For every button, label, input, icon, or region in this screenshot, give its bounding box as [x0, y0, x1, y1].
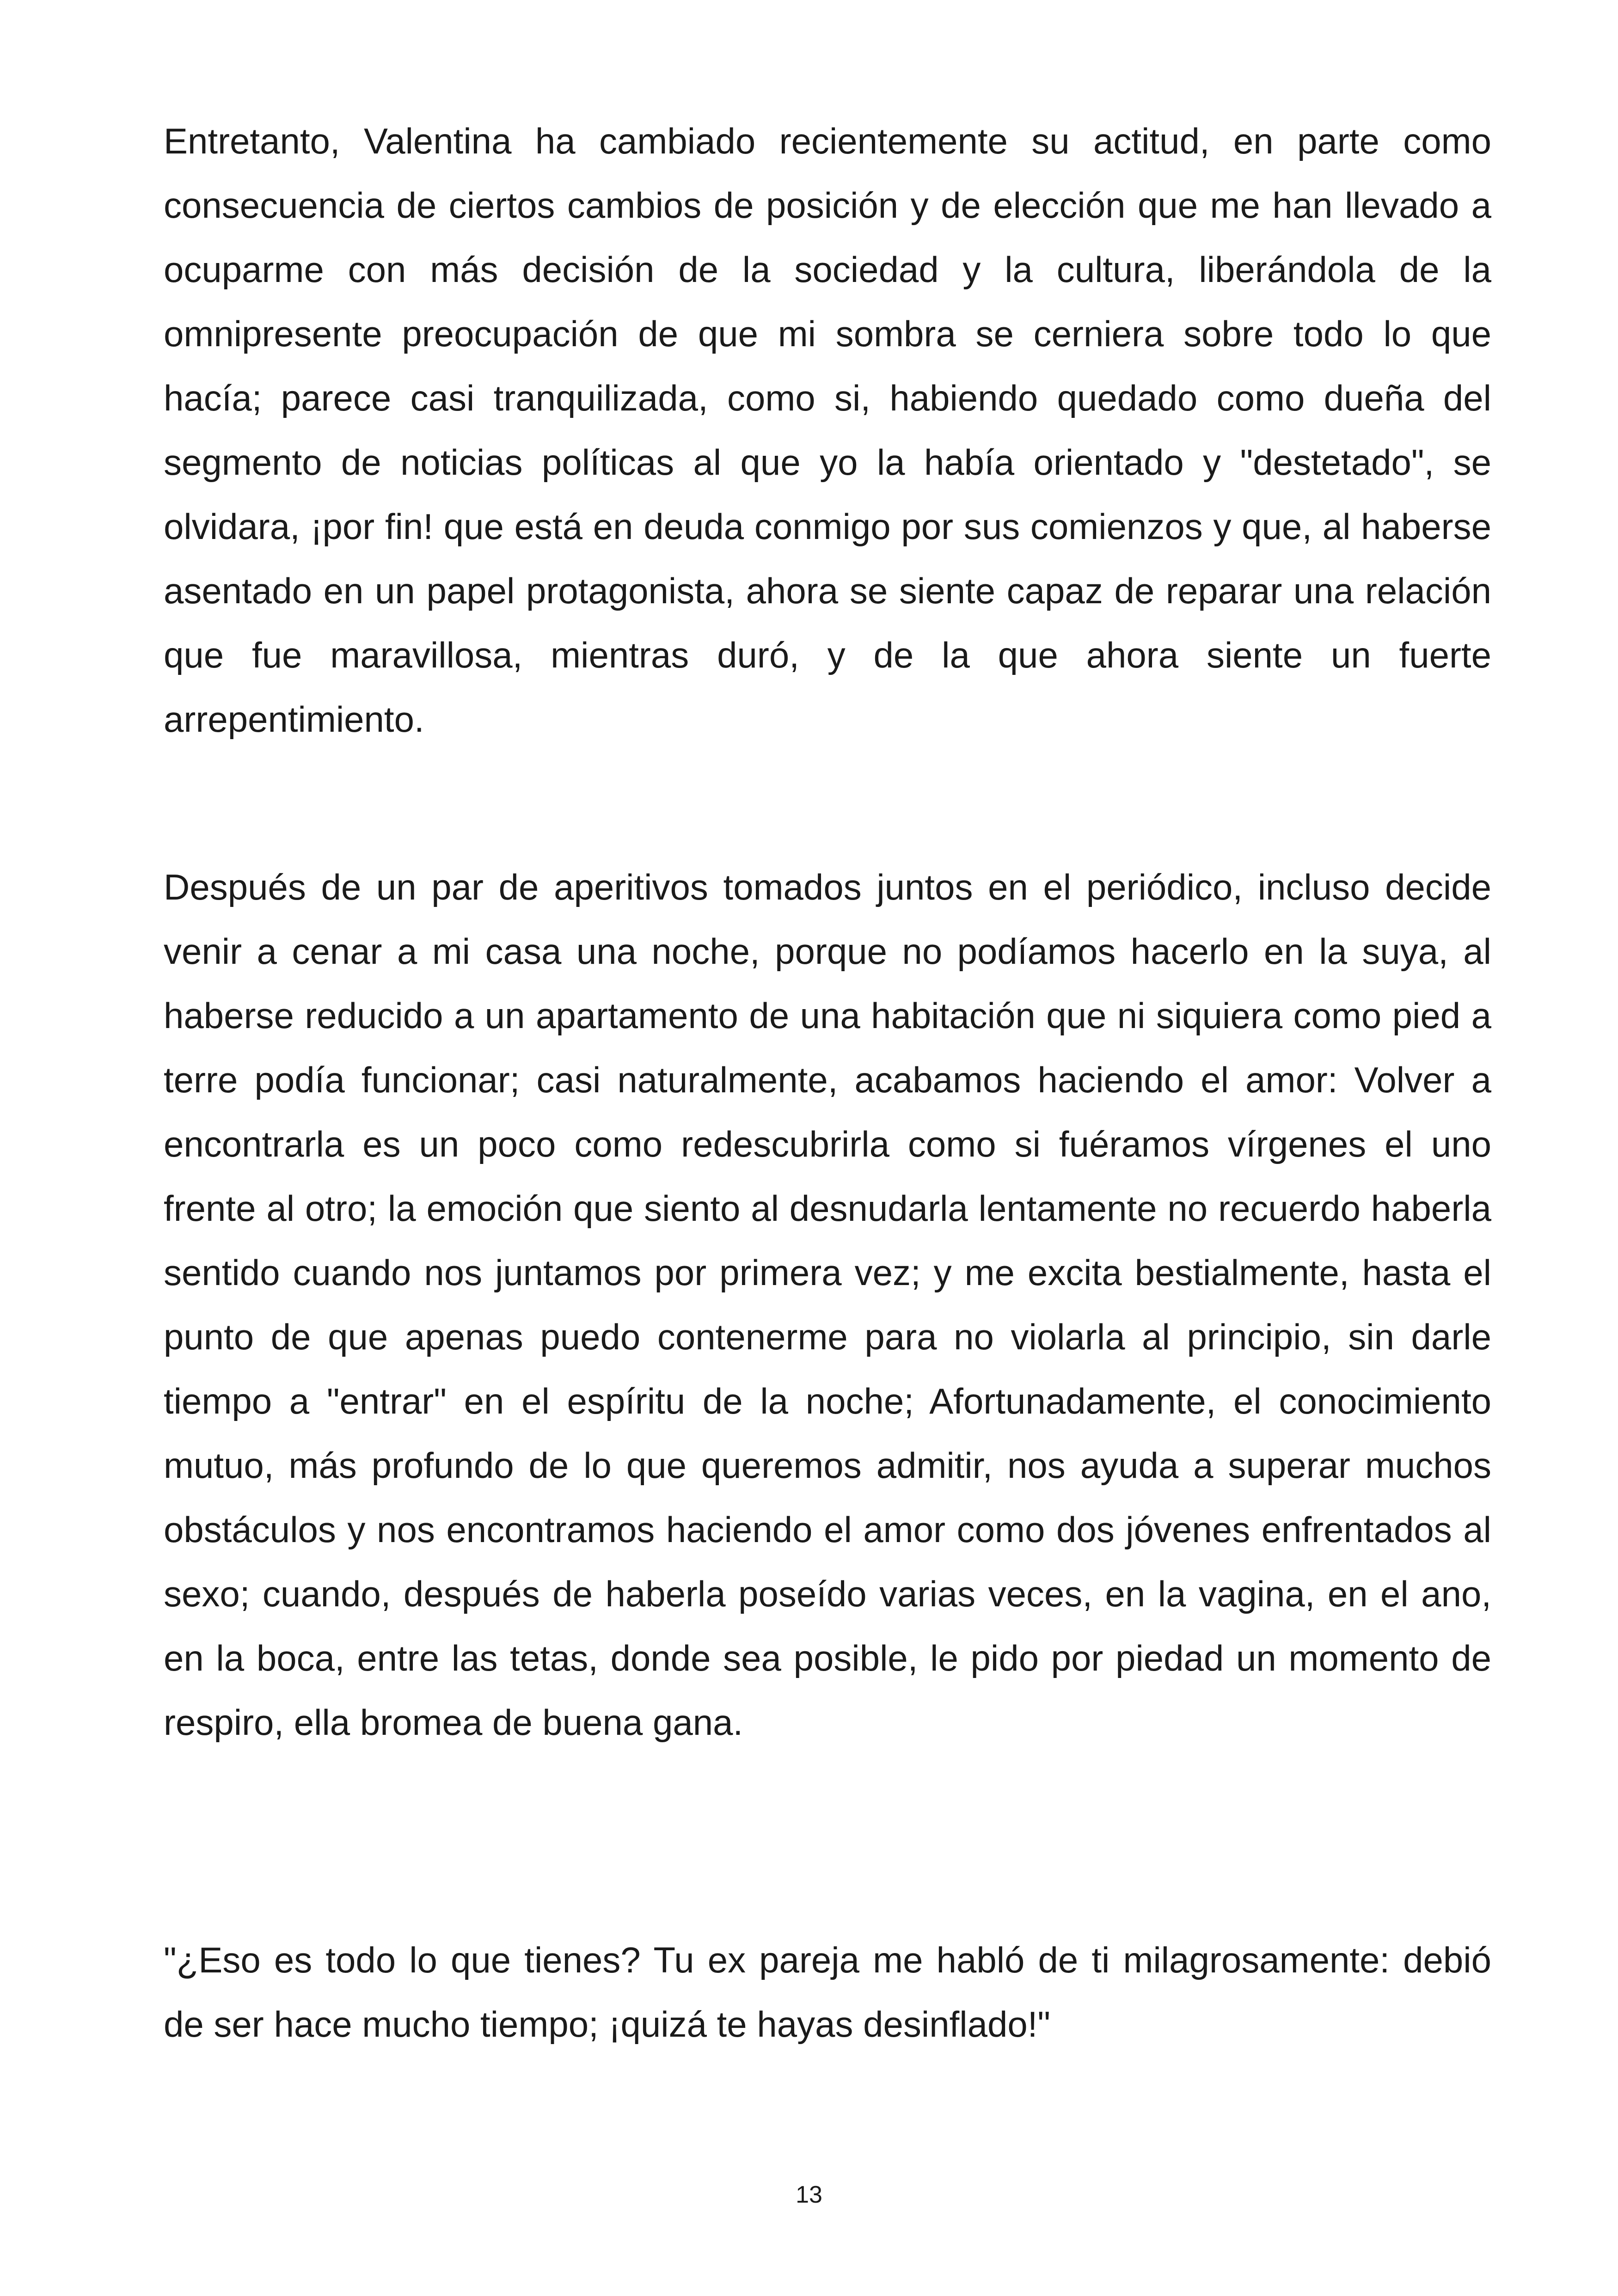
page-number: 13 — [796, 2181, 822, 2208]
paragraph-1: Entretanto, Valentina ha cambiado recientemente su actitud, en parte como consecuencia de ciertos cambios de posición y de elección que me han llevado a ocuparme con más decisión de la sociedad y la cultura, liberándola de la omnipresente preocupación de que mi sombra se cerniera sobre todo lo que hacía; parece casi tranquilizada, como si, habiendo quedado como dueña del segmento de noticias políticas al que yo la había orientado y "destetado", se olvidara, ¡por fin! que está en deuda conmigo por sus comienzos y que, al haberse asentado en un papel protagonista, ahora se siente capaz de reparar una relación que fue maravillosa, mientras duró, y de la que ahora siente un fuerte arrepentimiento. — [164, 121, 1491, 740]
paragraph-3: "¿Eso es todo lo que tienes? Tu ex pareja me habló de ti milagrosamente: debió de ser hace mucho tiempo; ¡quizá te hayas desinflado!" — [164, 1940, 1491, 2045]
paragraph-2: Después de un par de aperitivos tomados juntos en el periódico, incluso decide venir a cenar a mi casa una noche, porque no podíamos hacerlo en la suya, al haberse reducido a un apartamento de una habitación que ni siquiera como pied a terre podía funcionar; casi naturalmente, acabamos haciendo el amor: Volver a encontrarla es un poco como redescubrirla como si fuéramos vírgenes el uno frente al otro; la emoción que siento al desnudarla lentamente no recuerdo haberla sentido cuando nos juntamos por primera vez; y me excita bestialmente, hasta el punto de que apenas puedo contenerme para no violarla al principio, sin darle tiempo a "entrar" en el espíritu de la noche; Afortunadamente, el conocimiento mutuo, más profundo de lo que queremos admitir, nos ayuda a superar muchos obstáculos y nos encontramos haciendo el amor como dos jóvenes enfrentados al sexo; cuando, después de haberla poseído varias veces, en la vagina, en el ano, en la boca, entre las tetas, donde sea posible, le pido por piedad un momento de respiro, ella bromea de buena gana. — [164, 867, 1491, 1743]
